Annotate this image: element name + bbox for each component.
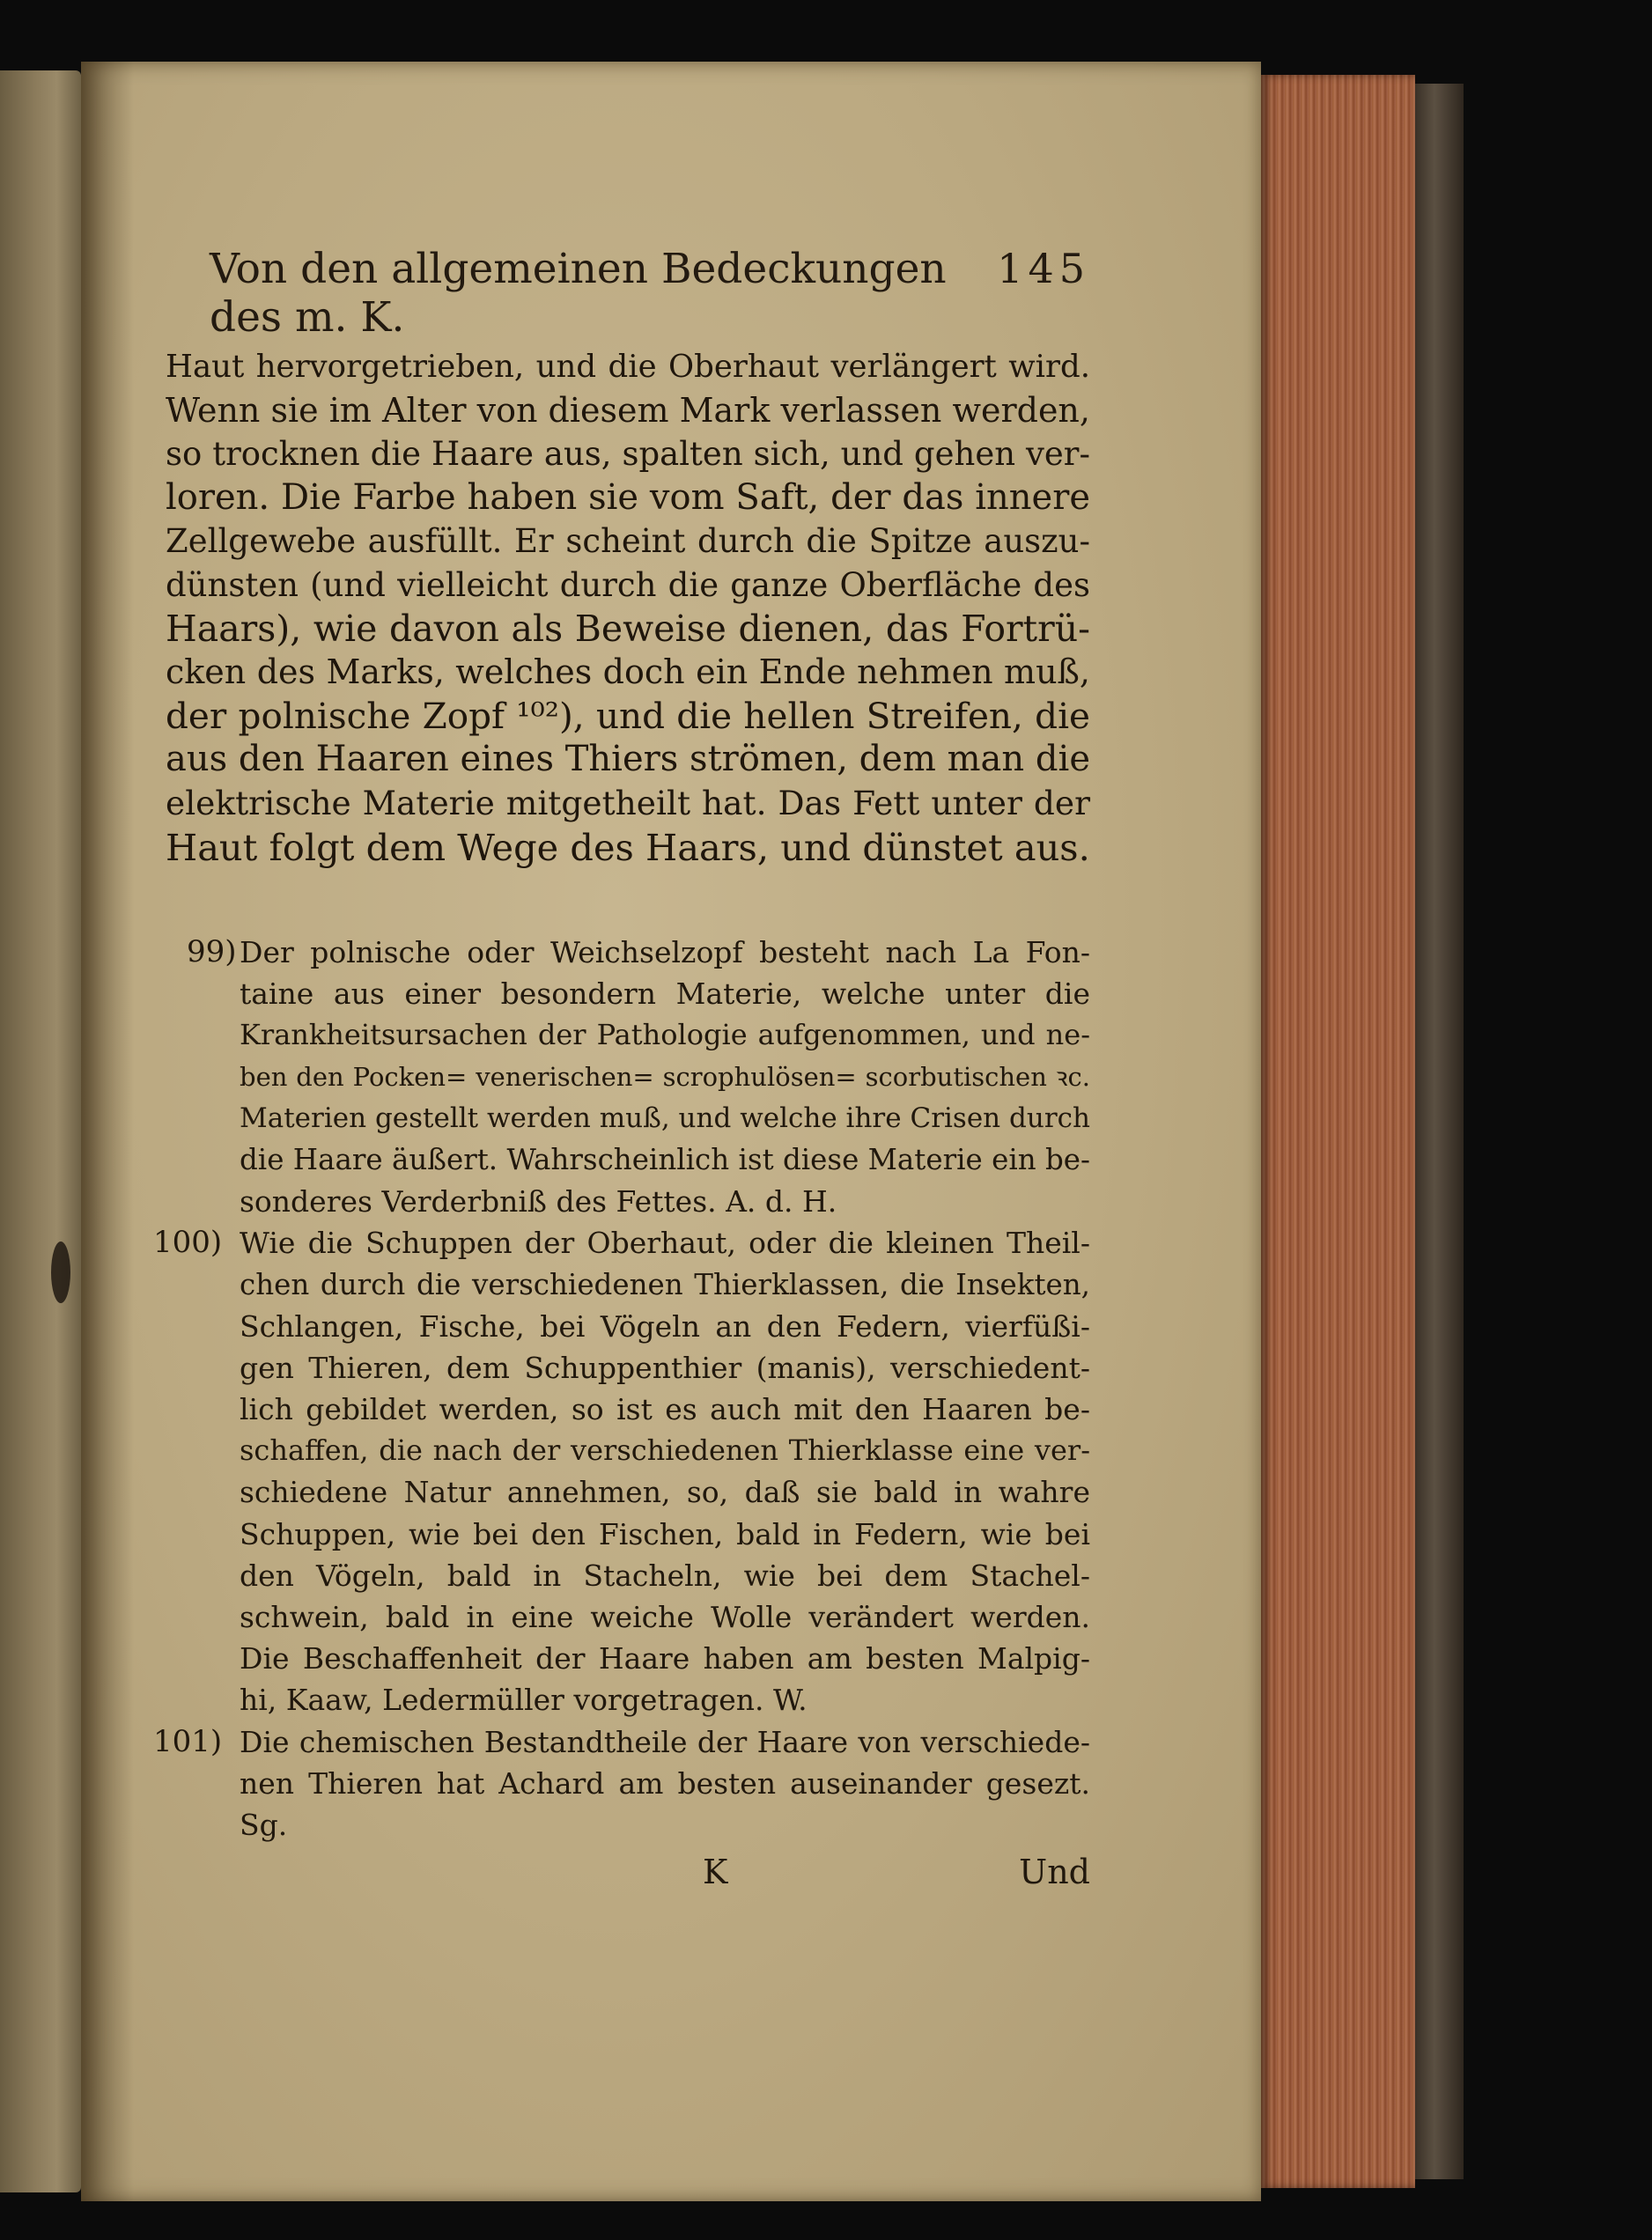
text-line: dünsten (und vielleicht durch die ganze Oberfläche des [166, 565, 1090, 604]
footnote-line: schwein, bald in eine weiche Wolle verändert werden. [240, 1600, 1090, 1634]
previous-page-edge [0, 70, 81, 2192]
page-number: 145 [997, 245, 1090, 292]
footnote-line: gen Thieren, dem Schuppenthier (manis), verschiedent- [240, 1350, 1090, 1385]
page-block-edge [1261, 75, 1415, 2188]
footnote-number: 101) [153, 1723, 223, 1759]
footnote-line: hi, Kaaw, Ledermüller vorgetragen. W. [240, 1683, 808, 1718]
catchword: Und [1019, 1853, 1090, 1891]
text-line: der polnische Zopf ¹⁰²), und die hellen Streifen, die [166, 694, 1090, 737]
text-line: Zellgewebe ausfüllt. Er scheint durch die Spitze auszu- [166, 522, 1090, 561]
gutter-shadow [81, 62, 134, 2201]
text-line: cken des Marks, welches doch ein Ende nehmen muß, [166, 652, 1090, 692]
footnote-line: ben den Pocken= venerischen= scrophulösen= scorbutischen ꝛc. [240, 1061, 1090, 1092]
footnote-99 [187, 932, 1090, 1222]
footnote-line: Die chemischen Bestandtheile der Haare von verschiede- [240, 1724, 1090, 1759]
text-line: so trocknen die Haare aus, spalten sich, und gehen ver- [166, 435, 1090, 474]
footnote-line: Schuppen, wie bei den Fischen, bald in Federn, wie bei [240, 1516, 1090, 1551]
ink-stain [51, 1242, 70, 1303]
footnote-line: Der polnische oder Weichselzopf besteht nach La Fon- [240, 935, 1090, 969]
footnote-101 [153, 1721, 1090, 1846]
footnote-line: Sg. [240, 1807, 288, 1842]
footnote-line: schiedene Natur annehmen, so, daß sie bald in wahre [240, 1475, 1090, 1510]
cover-board-edge [1415, 84, 1464, 2179]
running-title: Von den allgemeinen Bedeckungen des m. K. [210, 245, 947, 342]
footnote-line: Schlangen, Fische, bei Vögeln an den Federn, vierfüßi- [240, 1308, 1090, 1344]
footnote-line: taine aus einer besondern Materie, welche unter die [240, 976, 1090, 1012]
footnote-line: Die Beschaffenheit der Haare haben am besten Malpig- [240, 1641, 1090, 1676]
footnote-line: schaffen, die nach der verschiedenen Thierklasse eine ver- [240, 1433, 1090, 1468]
footnote-line: Materien gestellt werden muß, und welche ihre Crisen durch [240, 1102, 1090, 1134]
footnote-number: 100) [153, 1225, 223, 1261]
footnote-line: lich gebildet werden, so ist es auch mit den Haaren be- [240, 1392, 1090, 1427]
printer-signature: K [703, 1853, 728, 1891]
footnote-line: Wie die Schuppen der Oberhaut, oder die kleinen Theil- [240, 1226, 1090, 1261]
text-line: Wenn sie im Alter von diesem Mark verlassen werden, [166, 390, 1090, 430]
text-line: Haut hervorgetrieben, und die Oberhaut verlängert wird. [166, 349, 1090, 385]
footnote-line: den Vögeln, bald in Stacheln, wie bei dem Stachel- [240, 1558, 1090, 1593]
footnote-line: Krankheitsursachen der Pathologie aufgenommen, und ne- [240, 1018, 1090, 1052]
text-line: elektrische Materie mitgetheilt hat. Das Fett unter der [166, 783, 1090, 822]
footnote-line: die Haare äußert. Wahrscheinlich ist diese Materie ein be- [240, 1142, 1091, 1176]
footnote-line: chen durch die verschiedenen Thierklassen, die Insekten, [240, 1267, 1090, 1301]
text-line: loren. Die Farbe haben sie vom Saft, der das innere [166, 476, 1090, 518]
running-header [210, 245, 1090, 342]
text-line: aus den Haaren eines Thiers strömen, dem man die [166, 739, 1090, 780]
footnote-number: 99) [187, 934, 237, 969]
footnote-100 [153, 1222, 1090, 1721]
page-footer [210, 1853, 1090, 1891]
main-text [166, 345, 1090, 869]
text-line: Haut folgt dem Wege des Haars, und dünstet aus. [166, 825, 1090, 869]
text-line: Haars), wie davon als Beweise dienen, das Fortrü- [166, 607, 1090, 650]
footnotes [153, 932, 1091, 1846]
footnote-line: sonderes Verderbniß des Fettes. A. d. H. [240, 1184, 837, 1219]
footnote-line: nen Thieren hat Achard am besten auseinander gesezt. [240, 1765, 1090, 1801]
